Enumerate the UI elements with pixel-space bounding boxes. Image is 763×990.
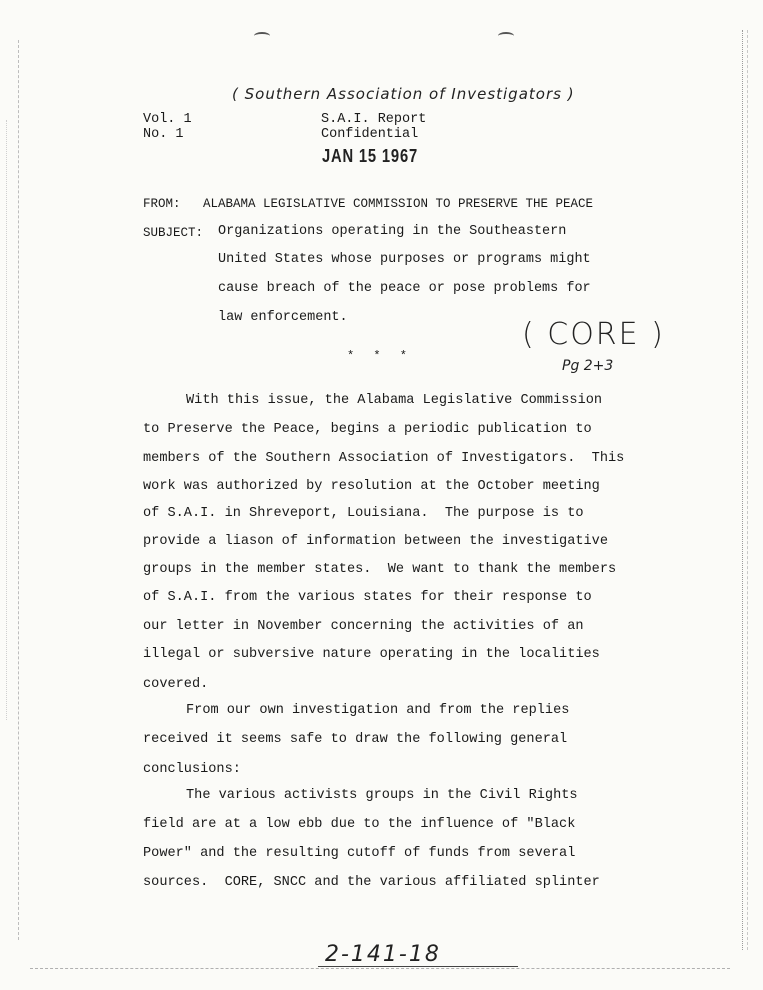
body-line: conclusions: (143, 762, 241, 777)
scan-edge-left (18, 40, 20, 940)
body-line: provide a liason of information between the investigative (143, 534, 608, 549)
body-line: work was authorized by resolution at the October meeting (143, 479, 600, 494)
body-line: our letter in November concerning the activities of an (143, 619, 584, 634)
body-line: sources. CORE, SNCC and the various affiliated splinter (143, 875, 600, 890)
subject-label: SUBJECT: (143, 226, 204, 240)
handwritten-organization-note: ( Southern Association of Investigators ) (232, 85, 575, 103)
body-line: illegal or subversive nature operating in the localities (143, 647, 600, 662)
body-line: members of the Southern Association of Investigators. This (143, 451, 625, 466)
body-line: groups in the member states. We want to thank the members (143, 562, 617, 577)
volume-label: Vol. 1 (143, 112, 192, 127)
body-line: Power" and the resulting cutoff of funds from several (143, 846, 576, 861)
subject-line: Organizations operating in the Southeastern (218, 224, 567, 239)
date-stamp: JAN 15 1967 (322, 146, 419, 166)
body-line: field are at a low ebb due to the influence of "Black (143, 817, 576, 832)
body-line: of S.A.I. from the various states for their response to (143, 590, 592, 605)
punch-mark-right (498, 32, 514, 40)
scan-edge-right (742, 30, 748, 950)
file-number-underline (318, 966, 518, 967)
scan-edge-left-faint (6, 120, 8, 720)
body-line: covered. (143, 677, 209, 692)
body-line: The various activists groups in the Civil Rights (186, 788, 578, 803)
body-line: With this issue, the Alabama Legislative Commission (186, 393, 603, 408)
body-line: to Preserve the Peace, begins a periodic publication to (143, 422, 592, 437)
from-value: ALABAMA LEGISLATIVE COMMISSION TO PRESERVE THE PEACE (203, 197, 594, 211)
body-line: From our own investigation and from the replies (186, 703, 570, 718)
number-label: No. 1 (143, 127, 184, 142)
section-separator: * * * (347, 349, 414, 363)
report-title: S.A.I. Report (321, 112, 427, 127)
handwritten-file-number: 2-141-18 (325, 942, 441, 967)
subject-line: cause breach of the peace or pose problems for (218, 281, 591, 296)
body-line: received it seems safe to draw the following general (143, 732, 568, 747)
scan-edge-bottom (30, 968, 730, 969)
body-line: of S.A.I. in Shreveport, Louisiana. The purpose is to (143, 506, 584, 521)
handwritten-page-note: Pg 2+3 (562, 358, 614, 374)
handwritten-core-note: ( CORE ) (522, 317, 665, 352)
subject-line: United States whose purposes or programs might (218, 252, 591, 267)
classification-label: Confidential (321, 127, 419, 142)
punch-mark-left (254, 32, 270, 40)
subject-line: law enforcement. (218, 310, 348, 325)
from-label: FROM: (143, 197, 181, 211)
